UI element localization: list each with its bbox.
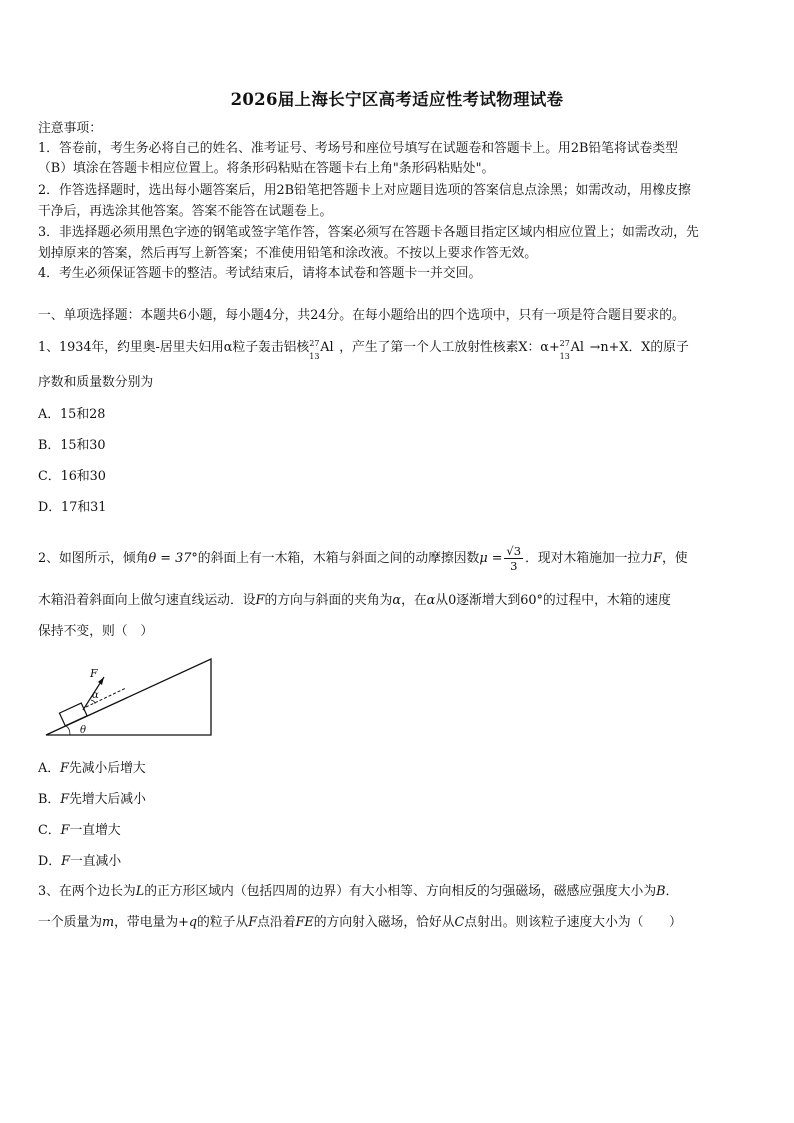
al-symbol: Al [320, 340, 334, 355]
al-nuclide-1 [309, 339, 339, 361]
theta-arc [66, 726, 70, 735]
alpha-symbol: α [392, 593, 402, 608]
question-3-stem [38, 883, 678, 900]
force-symbol: F [60, 823, 70, 838]
question-1-stem [38, 339, 689, 361]
al-nuclide-2 [559, 339, 590, 361]
question-1-stem-line-2: 序数和质量数分别为 [38, 375, 154, 390]
note-1-line-1: 1．答卷前，考生务必将自己的姓名、准考证号、考场号和座位号填写在试题卷和答题卡上。用2B铅笔将试卷类型 [38, 141, 678, 156]
q2-option-a[interactable] [38, 760, 146, 777]
q3-text-7: 点沿着 [257, 915, 296, 930]
q3-text-6: 的粒子从 [197, 915, 249, 930]
charge-symbol: +q [178, 915, 198, 930]
wooden-box [59, 703, 87, 726]
mass-symbol: m [101, 915, 115, 930]
question-2-stem-line-2 [38, 592, 671, 609]
q3-text-2: 的正方形区域内（包括四周的边界）有大小相等、方向相反的匀强磁场，磁感应强度大小为 [144, 884, 657, 899]
note-2-line-1: 2．作答选择题时，选出每小题答案后，用2B铅笔把答题卡上对应题目选项的答案信息点涂黑；如需改动，用橡皮擦 [38, 183, 691, 198]
theta-label: θ [80, 725, 87, 736]
length-symbol: L [135, 884, 145, 899]
q3-text-4: 一个质量为 [38, 915, 102, 930]
q1-text-1: 1、1934年，约里奥-居里夫妇用α粒子轰击铝核 [38, 340, 310, 355]
q1-text-3: →n+X．X的原子 [589, 340, 689, 355]
note-4: 4．考生必须保证答题卡的整洁。考试结束后，请将本试卷和答题卡一并交回。 [38, 266, 482, 281]
force-symbol: F [61, 854, 70, 869]
force-symbol: F [653, 551, 662, 566]
al-symbol: Al [570, 340, 585, 355]
note-1-line-2: （B）填涂在答题卡相应位置上。将条形码粘贴在答题卡右上角"条形码粘贴处"。 [38, 161, 495, 176]
incline-diagram [44, 655, 216, 741]
q2-text-1: 2、如图所示，倾角 [38, 551, 149, 566]
q2-text-6: 的方向与斜面的夹角为 [264, 593, 393, 608]
page-title: 2026届上海长宁区高考适应性考试物理试卷 [230, 90, 564, 109]
point-c-symbol: C [454, 915, 465, 930]
q3-text-9: 点射出。则该粒子速度大小为（ ） [464, 915, 682, 930]
question-2-stem [38, 544, 688, 573]
force-arrowhead [98, 677, 104, 685]
q3-text-8: 的方向射入磁场，恰好从 [313, 915, 455, 930]
option-letter: A． [38, 761, 61, 776]
q2-text-3: ．现对木箱施加一拉力 [525, 551, 654, 566]
question-2-stem-line-3: 保持不变，则（ ） [38, 624, 154, 639]
theta-equation: θ = 37° [148, 551, 198, 566]
section-heading: 一、单项选择题：本题共6小题，每小题4分，共24分。在每小题给出的四个选项中，只有一项是符合题目要求的。 [38, 308, 685, 323]
q1-option-b[interactable]: B．15和30 [38, 438, 106, 453]
mu-denominator: 3 [510, 559, 518, 573]
q2-text-2: 的斜面上有一木箱，木箱与斜面之间的动摩擦因数 [197, 551, 480, 566]
mu-numerator: √3 [506, 544, 522, 558]
force-symbol: F [60, 761, 69, 776]
question-3-stem-line-2 [38, 914, 682, 931]
option-letter: D． [38, 854, 62, 869]
al-atomic-number: 13 [559, 352, 570, 361]
note-3-line-2: 划掉原来的答案，然后再写上新答案；不准使用铅笔和涂改液。不按以上要求作答无效。 [38, 246, 538, 261]
option-text: 一直增大 [69, 823, 121, 838]
q1-text-2: ，产生了第一个人工放射性核素X：α+ [339, 340, 560, 355]
q2-text-7: ，在 [401, 593, 427, 608]
q2-text-5: 木箱沿着斜面向上做匀速直线运动．设 [38, 593, 256, 608]
q3-text-5: ，带电量为 [114, 915, 179, 930]
q2-text-8: 从0逐渐增大到60°的过程中，木箱的速度 [435, 593, 671, 608]
q2-option-d[interactable] [38, 853, 121, 870]
mu-symbol: μ = [479, 551, 503, 566]
notes-heading: 注意事项： [38, 121, 102, 136]
q1-option-d[interactable]: D．17和31 [38, 500, 107, 515]
q2-text-4: ，使 [661, 551, 688, 566]
mu-fraction [504, 544, 523, 573]
option-text: 先减小后增大 [68, 761, 146, 776]
option-text: 一直减小 [69, 854, 122, 869]
point-f-symbol: F [248, 915, 258, 930]
al-atomic-number: 13 [309, 352, 320, 361]
option-letter: C． [38, 823, 61, 838]
q3-text-3: ． [665, 884, 679, 899]
alpha-label: α [92, 690, 99, 701]
q1-option-a[interactable]: A．15和28 [38, 407, 106, 422]
segment-fe-symbol: FE [295, 915, 314, 930]
alpha-symbol: α [426, 593, 436, 608]
option-letter: B． [38, 792, 61, 807]
q1-option-c[interactable]: C．16和30 [38, 469, 106, 484]
field-symbol: B [656, 884, 666, 899]
q2-option-b[interactable] [38, 791, 146, 808]
q3-text-1: 3、在两个边长为 [38, 884, 136, 899]
note-3-line-1: 3．非选择题必须用黑色字迹的钢笔或签字笔作答，答案必须写在答题卡各题目指定区域内相应位置上；如需改动，先 [38, 225, 699, 240]
al-mass-number: 27 [309, 339, 320, 348]
force-symbol: F [60, 792, 70, 807]
q2-option-c[interactable] [38, 822, 121, 839]
note-2-line-2: 干净后，再选涂其他答案。答案不能答在试题卷上。 [38, 204, 333, 219]
force-label: F [90, 667, 98, 680]
al-mass-number: 27 [559, 339, 570, 348]
force-symbol: F [255, 593, 265, 608]
option-text: 先增大后减小 [69, 792, 146, 807]
